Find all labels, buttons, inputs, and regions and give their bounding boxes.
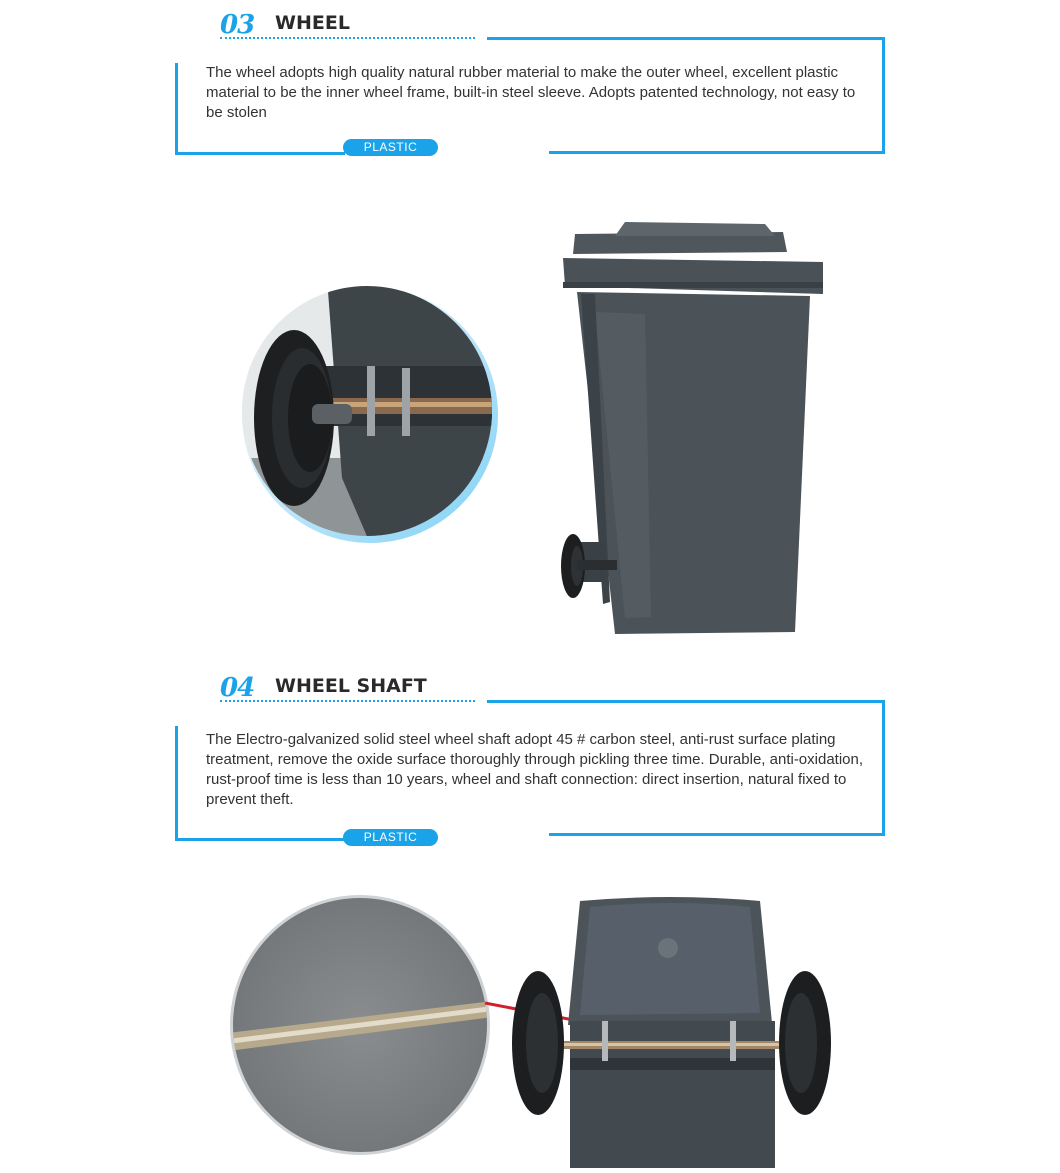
frame-line: [549, 833, 885, 836]
dotted-underline: [220, 37, 475, 39]
section-title: WHEEL: [275, 12, 350, 34]
bin-top-photo: [510, 893, 840, 1168]
frame-line: [487, 37, 885, 40]
section-description: The Electro-galvanized solid steel wheel shaft adopt 45 # carbon steel, anti-rust surface plating treatment, remove the oxide surface thoroughly through pickling three time. Durable, anti-oxidation, rust-proof time is less than 10 years, wheel and shaft connection: direct insertion, natural fixed to prevent theft.: [206, 731, 864, 808]
frame-line: [175, 63, 178, 155]
section-header: [205, 0, 485, 40]
frame-line: [175, 838, 345, 841]
dotted-underline: [220, 700, 475, 702]
section-title: WHEEL SHAFT: [275, 675, 427, 697]
section-description: The wheel adopts high quality natural rubber material to make the outer wheel, excellent plastic material to be the inner wheel frame, built-in steel sleeve. Adopts patented technology, not easy to be stolen: [206, 64, 856, 121]
shaft-closeup-photo: [228, 893, 493, 1158]
frame-line: [882, 37, 885, 154]
wheel-closeup-photo: [232, 278, 502, 548]
frame-line: [487, 700, 885, 703]
frame-line: [175, 152, 345, 155]
section-header: [205, 663, 485, 703]
frame-line: [175, 726, 178, 841]
section-number: 04: [220, 673, 255, 703]
frame-line: [882, 700, 885, 836]
material-badge: PLASTIC: [343, 829, 438, 846]
section-number: 03: [220, 10, 255, 40]
material-badge: PLASTIC: [343, 139, 438, 156]
frame-line: [549, 151, 885, 154]
wheelie-bin-photo: [555, 222, 830, 642]
